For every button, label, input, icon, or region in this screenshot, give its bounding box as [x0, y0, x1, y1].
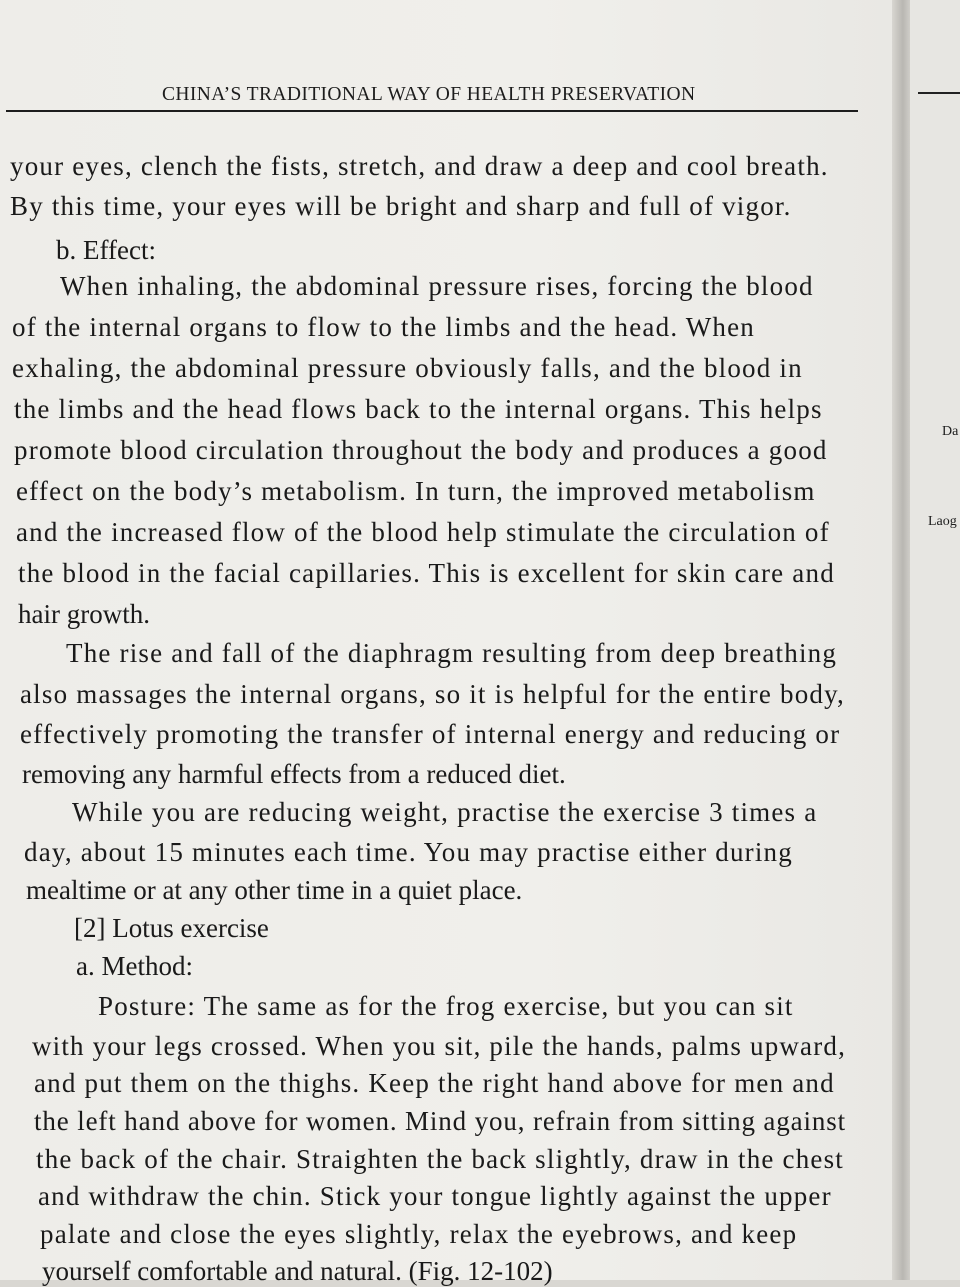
text-line: the left hand above for women. Mind you, refrain from sitting against: [34, 1106, 846, 1136]
text-line: promote blood circulation throughout the body and produces a good: [14, 435, 828, 465]
text-line: and the increased flow of the blood help stimulate the circulation of: [16, 517, 830, 547]
text-line: palate and close the eyes slightly, relax the eyebrows, and keep: [40, 1219, 798, 1249]
text-line: mealtime or at any other time in a quiet place.: [26, 875, 523, 905]
text-line: with your legs crossed. When you sit, pile the hands, palms upward,: [32, 1031, 846, 1061]
text-line: also massages the internal organs, so it is helpful for the entire body,: [20, 679, 845, 709]
text-line: b. Effect:: [56, 235, 156, 265]
book-gutter: [892, 0, 910, 1280]
text-line: and put them on the thighs. Keep the right hand above for men and: [34, 1068, 835, 1098]
text-line: and withdraw the chin. Stick your tongue lightly against the upper: [38, 1181, 832, 1211]
adjacent-page-rule: [918, 92, 960, 94]
text-line: Posture: The same as for the frog exercise, but you can sit: [98, 991, 794, 1021]
text-line: effect on the body’s metabolism. In turn, the improved metabolism: [16, 476, 816, 506]
adjacent-page-fragment: Da: [942, 424, 959, 439]
text-line: the blood in the facial capillaries. This is excellent for skin care and: [18, 558, 835, 588]
text-line: [2] Lotus exercise: [74, 913, 269, 943]
text-line: a. Method:: [76, 951, 193, 981]
text-line: The rise and fall of the diaphragm resulting from deep breathing: [66, 638, 838, 668]
text-line: the back of the chair. Straighten the back slightly, draw in the chest: [36, 1144, 844, 1174]
text-line: your eyes, clench the fists, stretch, and draw a deep and cool breath.: [10, 151, 829, 181]
text-line: exhaling, the abdominal pressure obviously falls, and the blood in: [12, 353, 803, 383]
text-line: When inhaling, the abdominal pressure rises, forcing the blood: [60, 271, 814, 301]
text-line: By this time, your eyes will be bright and sharp and full of vigor.: [10, 191, 792, 221]
text-line: hair growth.: [18, 599, 150, 629]
adjacent-page-fragment: Laog: [928, 514, 957, 529]
text-line: the limbs and the head flows back to the internal organs. This helps: [14, 394, 823, 424]
adjacent-page-edge: [910, 0, 960, 1280]
text-line: removing any harmful effects from a reduced diet.: [22, 759, 566, 789]
running-head: CHINA’S TRADITIONAL WAY OF HEALTH PRESERVATION: [162, 84, 696, 105]
text-line: yourself comfortable and natural. (Fig. 12-102): [42, 1256, 553, 1286]
text-line: While you are reducing weight, practise the exercise 3 times a: [72, 797, 818, 827]
text-line: effectively promoting the transfer of internal energy and reducing or: [20, 719, 841, 749]
text-line: of the internal organs to flow to the limbs and the head. When: [12, 312, 755, 342]
text-line: day, about 15 minutes each time. You may practise either during: [24, 837, 793, 867]
